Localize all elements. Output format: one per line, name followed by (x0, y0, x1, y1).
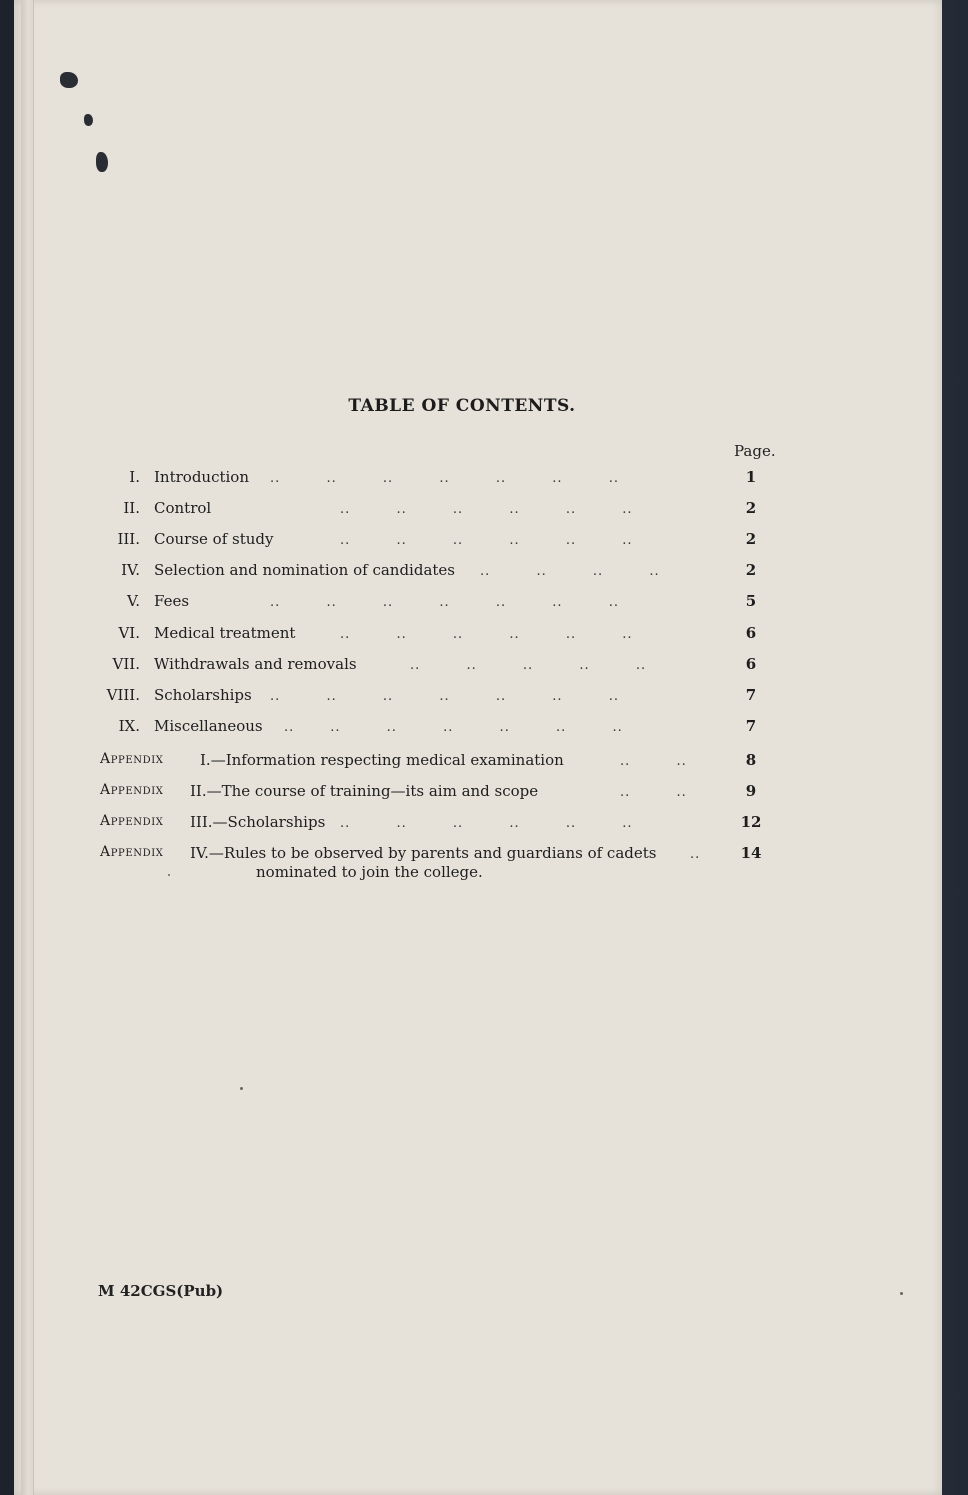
leader-dots: .. .. (620, 754, 687, 769)
section-number: VII. (112, 655, 140, 673)
appendix-title: IV.—Rules to be observed by parents and guardians of cadets (190, 844, 657, 862)
toc-row (14, 561, 942, 585)
leader-dots: .. .. .. .. .. .. (340, 533, 633, 548)
section-title: Course of study (154, 530, 274, 548)
appendix-label: Appendix (100, 813, 164, 829)
toc-row (14, 686, 942, 710)
section-title: Introduction (154, 468, 249, 486)
section-title: Withdrawals and removals (154, 655, 357, 673)
leader-dots: .. .. .. .. .. (410, 658, 647, 673)
paper-speck (168, 874, 170, 876)
page-column-header: Page. (734, 442, 776, 460)
leader-dots: .. .. .. .. (480, 564, 660, 579)
punch-hole (84, 114, 93, 126)
leader-dots: .. .. .. .. .. .. .. (270, 471, 619, 486)
leader-dots: .. (690, 847, 701, 862)
section-number: IV. (121, 561, 140, 579)
document-code: M 42CGS(Pub) (98, 1282, 224, 1300)
toc-row (14, 592, 942, 616)
appendix-title-continued: nominated to join the college. (256, 863, 483, 881)
leader-dots: .. .. (620, 785, 687, 800)
page-number: 6 (745, 624, 757, 642)
page-number: 5 (745, 592, 757, 610)
page-number: 12 (740, 813, 762, 831)
toc-row (14, 717, 942, 741)
section-title: Medical treatment (154, 624, 296, 642)
leader-dots: .. .. .. .. .. .. .. (270, 595, 619, 610)
page-fold (21, 0, 34, 1495)
page-number: 7 (745, 686, 757, 704)
appendix-label: Appendix (100, 782, 164, 798)
section-title: Fees (154, 592, 190, 610)
section-number: III. (117, 530, 140, 548)
toc-appendix-row (14, 844, 942, 888)
toc-row (14, 468, 942, 492)
page-number: 6 (745, 655, 757, 673)
document-page (14, 0, 942, 1495)
appendix-title: I.—Information respecting medical examination (200, 751, 564, 769)
leader-dots: .. .. .. .. .. .. (340, 627, 633, 642)
page-number: 2 (745, 530, 757, 548)
section-number: I. (129, 468, 140, 486)
section-number: V. (127, 592, 140, 610)
paper-speck (240, 1087, 243, 1090)
toc-title: TABLE OF CONTENTS. (348, 396, 576, 416)
appendix-title: II.—The course of training—its aim and scope (190, 782, 539, 800)
page-number: 7 (745, 717, 757, 735)
appendix-label: Appendix (100, 751, 164, 767)
appendix-title: III.—Scholarships (190, 813, 326, 831)
punch-hole (60, 72, 78, 88)
punch-hole (96, 152, 108, 172)
toc-row (14, 624, 942, 648)
section-title: Control (154, 499, 212, 517)
toc-appendix-row (14, 813, 942, 837)
page-number: 14 (740, 844, 762, 862)
section-title: Scholarships (154, 686, 252, 704)
leader-dots: .. .. .. .. .. .. (340, 502, 633, 517)
leader-dots: .. .. .. .. .. .. (340, 816, 633, 831)
section-number: II. (123, 499, 140, 517)
appendix-label: Appendix (100, 844, 164, 860)
section-number: VI. (118, 624, 140, 642)
page-number: 2 (745, 499, 757, 517)
toc-row (14, 655, 942, 679)
section-title: Miscellaneous (154, 717, 263, 735)
toc-appendix-row (14, 751, 942, 775)
page-number: 8 (745, 751, 757, 769)
page-number: 9 (745, 782, 757, 800)
leader-dots: .. .. .. .. .. .. .. (270, 689, 619, 704)
toc-appendix-row (14, 782, 942, 806)
section-number: VIII. (106, 686, 140, 704)
page-number: 2 (745, 561, 757, 579)
leader-dots: .. .. .. .. .. .. .. (284, 720, 623, 735)
section-title: Selection and nomination of candidates (154, 561, 455, 579)
toc-row (14, 530, 942, 554)
paper-speck (900, 1292, 903, 1295)
page-number: 1 (745, 468, 757, 486)
section-number: IX. (118, 717, 140, 735)
toc-row (14, 499, 942, 523)
